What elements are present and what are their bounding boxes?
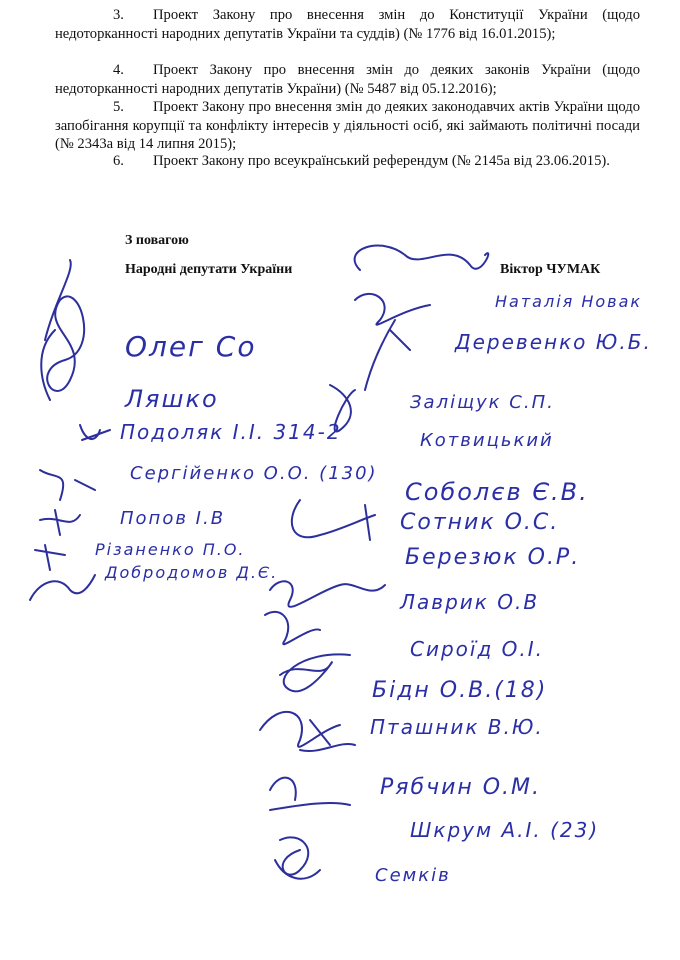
handwritten-name: Лаврик О.В bbox=[400, 590, 540, 614]
handwritten-name: Сироїд О.І. bbox=[410, 637, 544, 661]
item-text: Проект Закону про внесення змін до Конституції України (щодо недоторканності народних депутатів України та суддів) (№ 1776 від 16.01.2015); bbox=[55, 7, 640, 42]
handwritten-name: Шкрум А.І. (23) bbox=[410, 818, 600, 842]
closing-regards: З повагою bbox=[125, 233, 189, 248]
handwritten-name: Котвицький bbox=[420, 430, 554, 451]
handwritten-name: Соболєв Є.В. bbox=[405, 478, 589, 506]
item-text: Проект Закону про всеукраїнський референдум (№ 2145а від 23.06.2015). bbox=[153, 153, 610, 169]
closing-title: Народні депутати України bbox=[125, 262, 293, 277]
item-number: 3. bbox=[113, 7, 124, 23]
handwritten-name: Наталія Новак bbox=[495, 292, 643, 311]
handwritten-name: Заліщук С.П. bbox=[410, 392, 555, 413]
handwritten-name: Рябчин О.М. bbox=[380, 775, 542, 800]
item-number: 6. bbox=[113, 153, 124, 169]
handwritten-name: Бідн О.В.(18) bbox=[372, 678, 548, 703]
handwritten-name: Сотник О.С. bbox=[400, 510, 560, 535]
handwritten-name: Семків bbox=[375, 865, 451, 886]
item-text: Проект Закону про внесення змін до деяких законодавчих актів України щодо запобігання корупції та конфлікту інтересів у діяльності осіб, які займають політичні посади (№ 2343а від 14 липня 2015); bbox=[55, 99, 640, 152]
handwritten-name: Сергійенко О.О. (130) bbox=[130, 463, 378, 484]
handwritten-name: Березюк О.Р. bbox=[405, 545, 581, 570]
handwritten-name: Попов І.В bbox=[120, 508, 226, 529]
handwritten-name: Деревенко Ю.Б. bbox=[455, 330, 652, 354]
item-number: 4. bbox=[113, 62, 124, 78]
handwritten-name: Подоляк І.І. 314-2 bbox=[120, 420, 342, 444]
handwritten-name: Ляшко bbox=[125, 385, 219, 413]
handwritten-name: Різаненко П.О. bbox=[95, 540, 246, 559]
handwritten-name: Олег Со bbox=[125, 330, 257, 363]
item-number: 5. bbox=[113, 99, 124, 115]
item-text: Проект Закону про внесення змін до деяких законів України (щодо недоторканності народних депутатів України) (№ 5487 від 05.12.2016); bbox=[55, 62, 640, 97]
closing-signer: Віктор ЧУМАК bbox=[500, 262, 601, 277]
handwritten-name: Добродомов Д.Є. bbox=[105, 563, 279, 582]
handwritten-name: Пташник В.Ю. bbox=[370, 715, 544, 739]
